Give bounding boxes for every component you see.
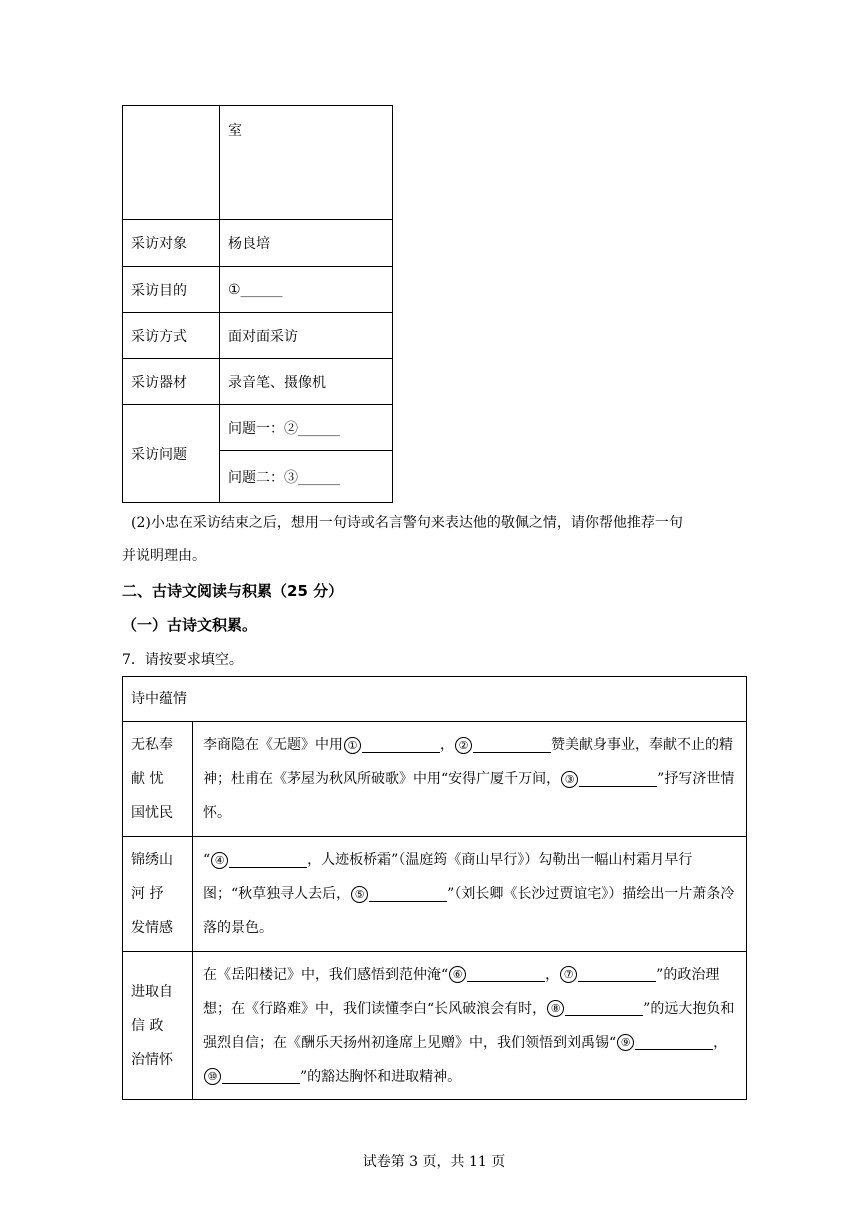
text: 理想；在《行路难》中，我们读懂李白“长风破浪会有时， — [203, 966, 720, 1017]
question-2-line-1: (2)小忠在采访结束之后，想用一句诗或名言警句来表达他的敬佩之情，请你帮他推荐一句 — [131, 515, 683, 531]
row-label: 采访目的 — [123, 267, 220, 313]
table-cell: 室 — [220, 106, 393, 220]
row-label — [123, 952, 193, 1100]
circled-number: ⑦ — [560, 966, 577, 983]
fill-blank[interactable] — [467, 967, 545, 982]
text: 止的精神；杜甫在《茅屋为秋风所破歌》中用“安得广厦千万间， — [203, 737, 733, 787]
question-1: 问题一：②______ — [220, 405, 393, 451]
text: ”的政治 — [656, 966, 706, 983]
text: 萧条冷落的景色。 — [203, 886, 735, 936]
question-2-line-2: 并说明理由。 — [122, 548, 206, 564]
row-value: 录音笔、摄像机 — [220, 359, 393, 405]
fill-blank[interactable] — [565, 1001, 643, 1016]
row-content — [193, 722, 747, 837]
table-row — [123, 106, 393, 220]
circled-number: ⑧ — [547, 1000, 564, 1017]
text: 大抱负和强烈自信；在《酬乐天扬州初逢席上见赠》中，我们领悟到刘禹锡 — [203, 1000, 735, 1051]
text: 抒写济世情怀。 — [203, 771, 735, 821]
label-line: 无私奉 — [131, 737, 173, 753]
table-row — [123, 267, 393, 313]
text: ”（刘长卿《长沙过贾谊宅》）描绘出一片 — [447, 886, 693, 902]
text: ， — [713, 1034, 728, 1051]
label-line: 河 抒 — [131, 886, 164, 902]
row-value: 面对面采访 — [220, 313, 393, 359]
fill-blank[interactable] — [222, 1069, 300, 1084]
text: 在《岳阳楼记》中，我们感悟到范仲淹“ — [203, 966, 449, 983]
text: “ — [609, 1034, 617, 1051]
row-label — [123, 837, 193, 952]
row-label — [123, 722, 193, 837]
fill-blank[interactable] — [578, 967, 656, 982]
subsection-title: （一）古诗文积累。 — [122, 616, 258, 634]
label-line: 治情怀 — [131, 1051, 173, 1068]
text: “ — [203, 852, 211, 868]
label-line: 献 忧 — [131, 771, 164, 787]
table-row — [123, 722, 747, 837]
table-row — [123, 359, 393, 405]
label-line: 国忧民 — [131, 805, 173, 821]
poetry-table — [122, 676, 747, 1100]
table-row — [123, 677, 747, 722]
question-2: 问题二：③______ — [220, 451, 393, 503]
fill-blank[interactable] — [229, 853, 307, 868]
section-title: 二、古诗文阅读与积累（25 分） — [122, 582, 344, 600]
row-content — [193, 952, 747, 1100]
interview-table — [122, 105, 393, 503]
row-label: 采访问题 — [123, 405, 220, 503]
table-row — [123, 952, 747, 1100]
label-line: 发情感 — [131, 920, 173, 936]
row-value: ①______ — [220, 267, 393, 313]
text: ”的豁达胸怀和进取精神。 — [300, 1068, 462, 1085]
row-label: 采访方式 — [123, 313, 220, 359]
table-cell-empty — [123, 106, 220, 220]
row-label: 采访器材 — [123, 359, 220, 405]
text: 赞美献身事业，奉献不 — [551, 737, 691, 753]
text: ， — [545, 966, 560, 983]
text: 图；“秋草独寻人去后， — [203, 886, 351, 902]
row-value: 杨良培 — [220, 220, 393, 267]
table-row — [123, 405, 393, 451]
label-line: 进取自 — [131, 983, 173, 1000]
question-7-prompt: 7．请按要求填空。 — [122, 652, 243, 668]
circled-number: ① — [344, 737, 361, 754]
row-label: 采访对象 — [123, 220, 220, 267]
table-row — [123, 313, 393, 359]
fill-blank[interactable] — [635, 1035, 713, 1050]
label-line: 信 政 — [131, 1017, 164, 1034]
table-row — [123, 220, 393, 267]
text: ， — [440, 737, 454, 753]
table-header: 诗中蕴情 — [123, 677, 747, 722]
text: 李商隐在《无题》中用 — [203, 737, 343, 753]
fill-blank[interactable] — [579, 772, 657, 787]
fill-blank[interactable] — [473, 738, 551, 753]
circled-number: ⑨ — [617, 1034, 634, 1051]
row-content — [193, 837, 747, 952]
circled-number: ④ — [211, 852, 228, 869]
circled-number: ⑩ — [204, 1068, 221, 1085]
circled-number: ③ — [561, 771, 578, 788]
circled-number: ② — [455, 737, 472, 754]
text: ”的远 — [643, 1000, 679, 1017]
text: ，人迹板桥霜”（温庭筠《商山早行》）勾勒出一幅山村霜月早行 — [307, 852, 693, 868]
page-footer: 试卷第 3 页，共 11 页 — [362, 1154, 506, 1170]
fill-blank[interactable] — [369, 887, 447, 902]
label-line: 锦绣山 — [131, 852, 173, 868]
fill-blank[interactable] — [362, 738, 440, 753]
text: ” — [657, 771, 665, 787]
circled-number: ⑥ — [449, 966, 466, 983]
circled-number: ⑤ — [351, 886, 368, 903]
table-row — [123, 837, 747, 952]
